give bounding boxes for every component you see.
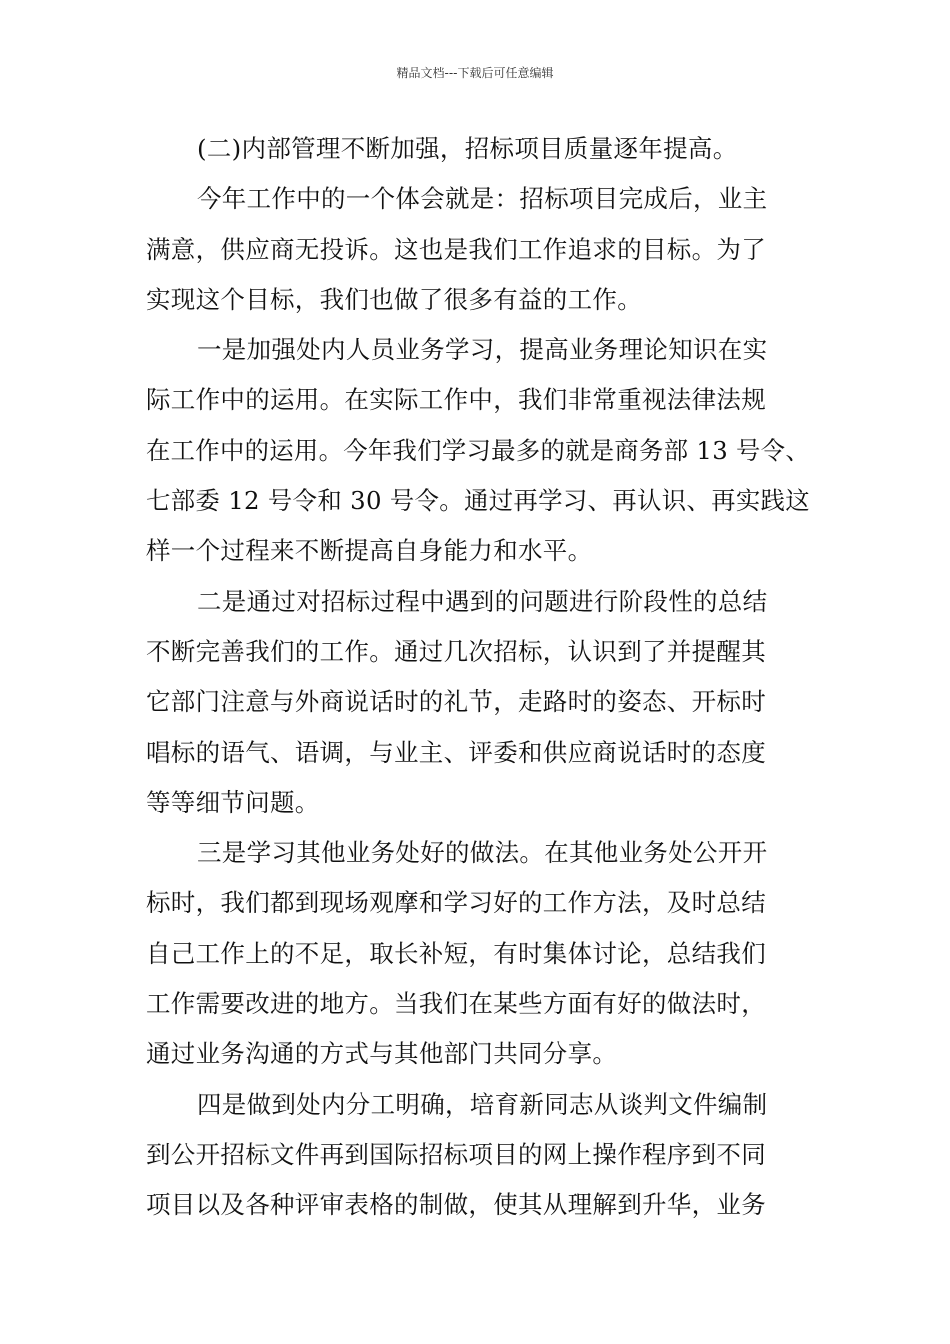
paragraph-line: 际工作中的运用。在实际工作中，我们非常重视法律法规: [146, 385, 766, 415]
paragraph-line: 样一个过程来不断提高自身能力和水平。: [146, 536, 593, 566]
paragraph-line: 项目以及各种评审表格的制做，使其从理解到升华，业务: [146, 1190, 766, 1220]
paragraph-line: 唱标的语气、语调，与业主、评委和供应商说话时的态度: [146, 737, 766, 767]
paragraph-line: 等等细节问题。: [146, 787, 320, 817]
paragraph-line: 通过业务沟通的方式与其他部门共同分享。: [146, 1039, 618, 1069]
section-heading: (二)内部管理不断加强，招标项目质量逐年提高。: [197, 134, 738, 163]
paragraph-line: 今年工作中的一个体会就是：招标项目完成后，业主: [197, 184, 768, 214]
paragraph-line: 在工作中的运用。今年我们学习最多的就是商务部 13 号令、: [146, 435, 810, 465]
paragraph-line: 一是加强处内人员业务学习，提高业务理论知识在实: [197, 335, 768, 365]
paragraph-line: 四是做到处内分工明确，培育新同志从谈判文件编制: [197, 1089, 768, 1119]
paragraph-line: 自己工作上的不足，取长补短，有时集体讨论，总结我们: [146, 938, 766, 968]
paragraph-line: 不断完善我们的工作。通过几次招标，认识到了并提醒其: [146, 636, 766, 666]
paragraph-line: 实现这个目标，我们也做了很多有益的工作。: [146, 284, 642, 314]
paragraph-line: 满意，供应商无投诉。这也是我们工作追求的目标。为了: [146, 234, 766, 264]
page-header: 精品文档---下载后可任意编辑: [396, 66, 554, 80]
paragraph-line: 工作需要改进的地方。当我们在某些方面有好的做法时，: [146, 989, 766, 1019]
paragraph-line: 七部委 12 号令和 30 号令。通过再学习、再认识、再实践这: [146, 486, 810, 516]
paragraph-line: 标时，我们都到现场观摩和学习好的工作方法，及时总结: [146, 888, 766, 918]
document-body: [146, 124, 810, 1231]
paragraph-line: 三是学习其他业务处好的做法。在其他业务处公开开: [197, 838, 768, 868]
paragraph-line: 它部门注意与外商说话时的礼节，走路时的姿态、开标时: [146, 687, 766, 717]
paragraph-line: 到公开招标文件再到国际招标项目的网上操作程序到不同: [146, 1139, 766, 1169]
paragraph-line: 二是通过对招标过程中遇到的问题进行阶段性的总结: [197, 586, 768, 616]
